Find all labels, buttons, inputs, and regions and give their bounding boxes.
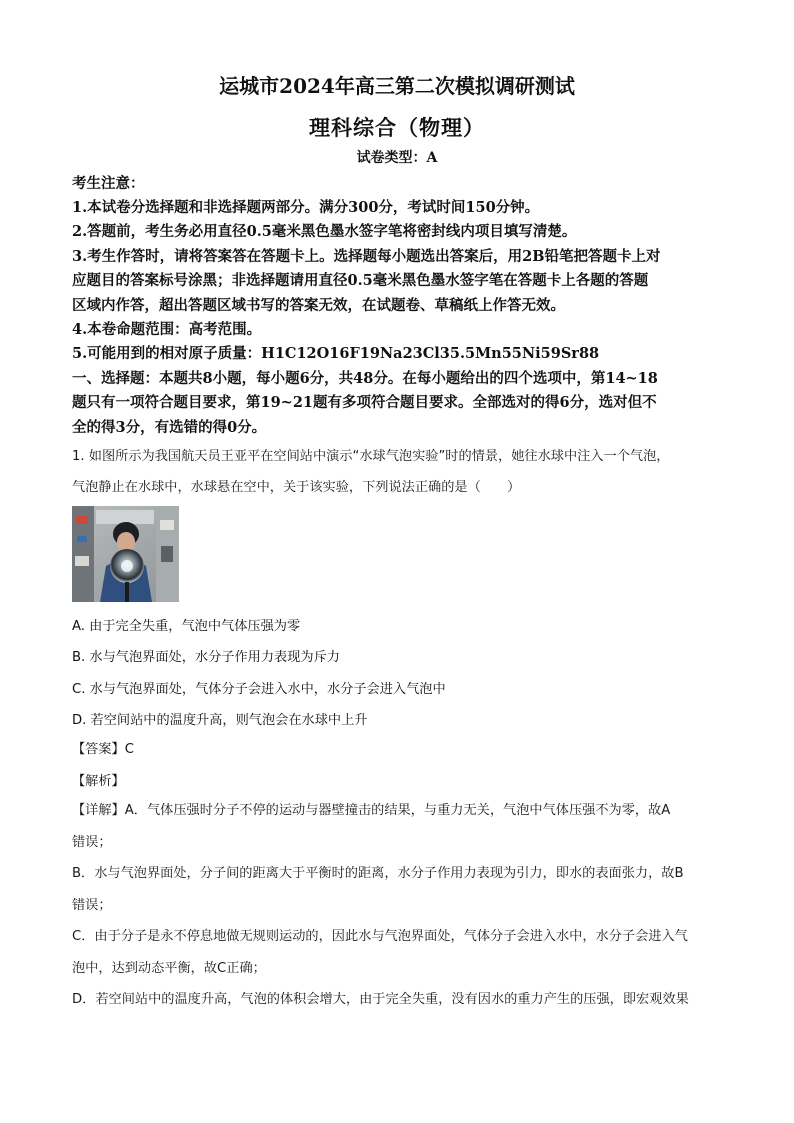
answer-label: 【答案】 (72, 742, 125, 757)
question-1-stem-line-2: 气泡静止在水球中，水球悬在空中，关于该实验，下列说法正确的是（ ） (72, 480, 521, 495)
section-instructions-line-3: 全的得3分，有选错的得0分。 (72, 419, 267, 436)
paper-type: 试卷类型：A (356, 150, 438, 166)
question-1-stem-line-1: 1. 如图所示为我国航天员王亚平在空间站中演示“水球气泡实验”时的情景，她往水球中注入一个气泡， (72, 449, 670, 464)
option-b: B. 水与气泡界面处，水分子作用力表现为斥力 (72, 650, 340, 665)
notice-heading: 考生注意： (72, 175, 145, 192)
section-instructions-line-2: 题只有一项符合题目要求，第19~21题有多项符合题目要求。全部选对的得6分，选对但不 (72, 394, 657, 411)
explanation-line-3: B．水与气泡界面处，分子间的距离大于平衡时的距离，水分子作用力表现为引力，即水的表面张力，故B (72, 866, 684, 881)
detail-label: 【详解】 (72, 803, 125, 818)
explanation-a-text: A．气体压强时分子不停的运动与器壁撞击的结果，与重力无关，气泡中气体压强不为零，故A (124, 803, 671, 818)
explanation-line-5: C．由于分子是永不停息地做无规则运动的，因此水与气泡界面处，气体分子会进入水中，水分子会进入气 (72, 929, 688, 944)
explanation-line-7: D．若空间站中的温度升高，气泡的体积会增大，由于完全失重，没有因水的重力产生的压强，即宏观效果 (72, 992, 689, 1007)
option-c: C. 水与气泡界面处，气体分子会进入水中，水分子会进入气泡中 (72, 682, 446, 697)
option-a: A. 由于完全失重，气泡中气体压强为零 (72, 619, 301, 634)
notice-item-1: 1.本试卷分选择题和非选择题两部分。满分300分，考试时间150分钟。 (72, 199, 540, 216)
answer-line (72, 738, 134, 757)
notice-item-3-line-3: 区域内作答，超出答题区域书写的答案无效，在试题卷、草稿纸上作答无效。 (72, 297, 565, 314)
option-d: D. 若空间站中的温度升高，则气泡会在水球中上升 (72, 713, 368, 728)
exam-subtitle: 理科综合（物理） (309, 115, 485, 140)
explanation-line-2: 错误； (72, 835, 112, 850)
notice-item-3-line-2: 应题目的答案标号涂黑；非选择题请用直径0.5毫米黑色墨水签字笔在答题卡上各题的答题 (72, 272, 649, 289)
section-instructions-line-1: 一、选择题：本题共8小题，每小题6分，共48分。在每小题给出的四个选项中，第14~18 (72, 370, 658, 387)
notice-item-3-line-1: 3.考生作答时，请将答案答在答题卡上。选择题每小题选出答案后，用2B铅笔把答题卡上对 (72, 248, 661, 265)
explanation-line-1 (72, 795, 732, 827)
analysis-label: 【解析】 (72, 774, 125, 789)
notice-item-4: 4.本卷命题范围：高考范围。 (72, 321, 262, 338)
astronaut-water-ball-photo (72, 506, 179, 602)
notice-item-5: 5.可能用到的相对原子质量：H1C12O16F19Na23Cl35.5Mn55Ni59Sr88 (72, 345, 600, 362)
explanation-line-4: 错误； (72, 898, 112, 913)
answer-value: C (124, 742, 134, 757)
notice-item-2: 2.答题前，考生务必用直径0.5毫米黑色墨水签字笔将密封线内项目填写清楚。 (72, 223, 577, 240)
exam-title: 运城市2024年高三第二次模拟调研测试 (219, 74, 575, 98)
explanation-line-6: 泡中，达到动态平衡，故C正确； (72, 961, 266, 976)
